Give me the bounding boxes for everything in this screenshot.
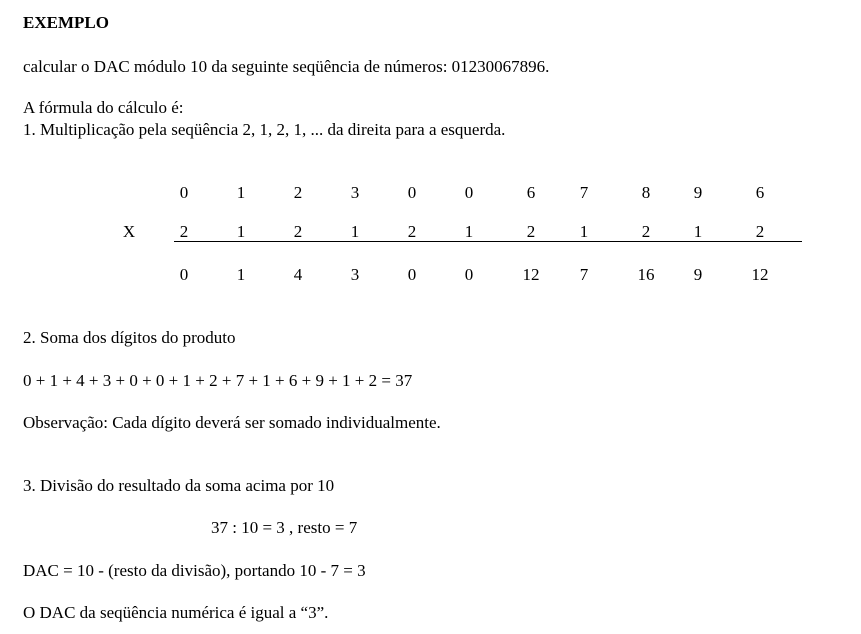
product-cell: 9: [693, 265, 703, 284]
step-3-text: 3. Divisão do resultado da soma acima por 10: [23, 476, 335, 495]
product-cell: 7: [579, 265, 589, 284]
product-cell: 0: [407, 265, 417, 284]
product-cell: 0: [464, 265, 474, 284]
dac-formula: DAC = 10 - (resto da divisão), portando 10 - 7 = 3: [23, 561, 366, 580]
formula-heading: A fórmula do cálculo é:: [23, 98, 184, 117]
digit-cell: 9: [693, 183, 703, 202]
step-1-text: 1. Multiplicação pela seqüência 2, 1, 2, 1, ... da direita para a esquerda.: [23, 120, 506, 139]
digit-cell: 2: [293, 183, 303, 202]
page-title: EXEMPLO: [23, 13, 109, 32]
step-2-text: 2. Soma dos dígitos do produto: [23, 328, 236, 347]
table-underline: [174, 241, 802, 242]
intro-text: calcular o DAC módulo 10 da seguinte seqüência de números: 01230067896.: [23, 57, 550, 76]
multiplier-cell: 2: [755, 222, 765, 241]
observation-text: Observação: Cada dígito deverá ser somado individualmente.: [23, 413, 441, 432]
multiplier-cell: 2: [293, 222, 303, 241]
product-cell: 12: [751, 265, 769, 284]
digit-cell: 7: [579, 183, 589, 202]
multiplier-cell: 1: [236, 222, 246, 241]
digit-cell: 3: [350, 183, 360, 202]
multiplier-cell: 1: [693, 222, 703, 241]
multiplier-cell: 1: [350, 222, 360, 241]
digit-cell: 6: [526, 183, 536, 202]
product-cell: 16: [637, 265, 655, 284]
product-cell: 1: [236, 265, 246, 284]
digit-cell: 8: [641, 183, 651, 202]
multiplier-cell: 2: [641, 222, 651, 241]
multiplier-cell: 2: [179, 222, 189, 241]
multiplier-cell: 2: [526, 222, 536, 241]
conclusion-text: O DAC da seqüência numérica é igual a “3”.: [23, 603, 329, 622]
digit-cell: 6: [755, 183, 765, 202]
product-cell: 3: [350, 265, 360, 284]
product-cell: 0: [179, 265, 189, 284]
product-cell: 12: [522, 265, 540, 284]
digit-cell: 0: [179, 183, 189, 202]
digit-cell: 0: [407, 183, 417, 202]
sum-expression: 0 + 1 + 4 + 3 + 0 + 0 + 1 + 2 + 7 + 1 + 6 + 9 + 1 + 2 = 37: [23, 371, 413, 390]
digit-cell: 0: [464, 183, 474, 202]
product-cell: 4: [293, 265, 303, 284]
multiplier-cell: 2: [407, 222, 417, 241]
division-expression: 37 : 10 = 3 , resto = 7: [211, 518, 358, 537]
digit-cell: 1: [236, 183, 246, 202]
multiplier-cell: 1: [579, 222, 589, 241]
multiply-symbol: X: [122, 222, 136, 241]
multiplier-cell: 1: [464, 222, 474, 241]
